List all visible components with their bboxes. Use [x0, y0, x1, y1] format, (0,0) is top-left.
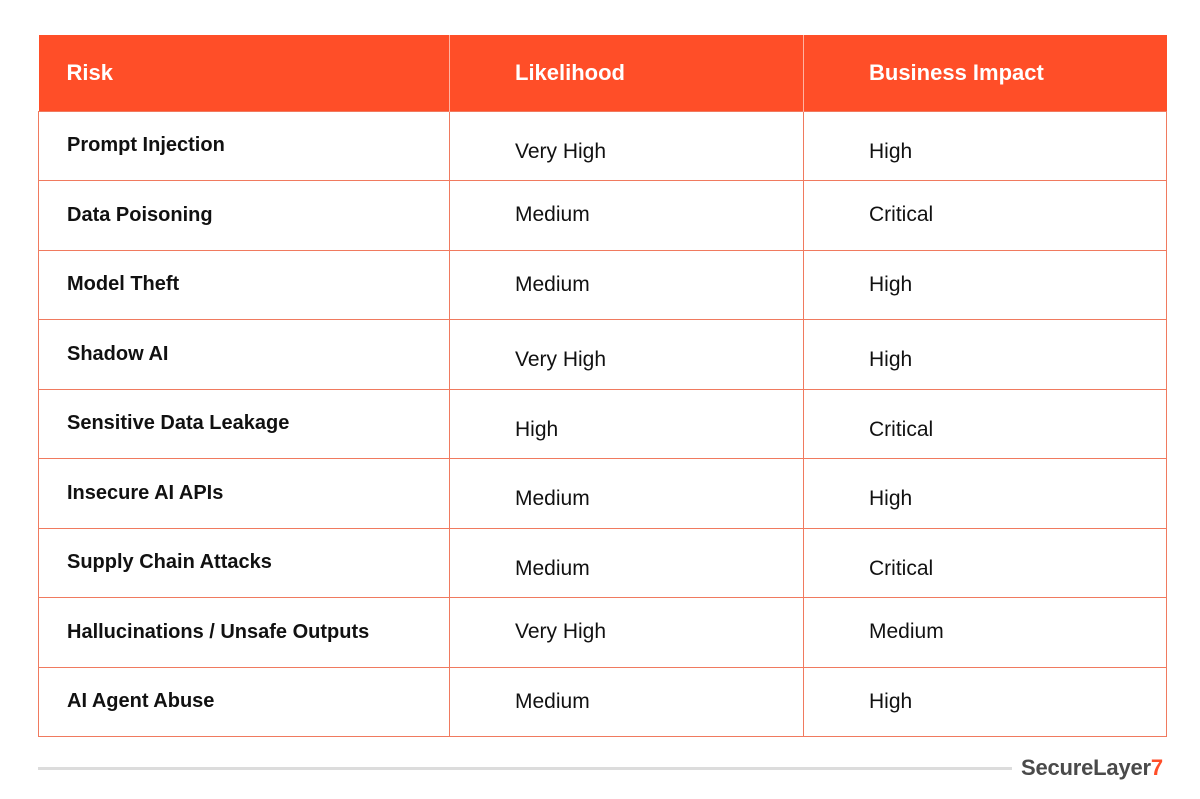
- footer-divider: [38, 767, 1012, 770]
- likelihood-cell: Very High: [450, 598, 804, 668]
- likelihood-cell: Medium: [450, 667, 804, 737]
- table-row: [39, 111, 1167, 181]
- impact-cell: Critical: [804, 181, 1167, 251]
- impact-cell: High: [804, 250, 1167, 320]
- risk-cell: AI Agent Abuse: [39, 667, 450, 737]
- risk-cell: Hallucinations / Unsafe Outputs: [39, 598, 450, 668]
- risk-cell: Shadow AI: [39, 320, 450, 390]
- table-row: [39, 528, 1167, 598]
- risk-cell: Sensitive Data Leakage: [39, 389, 450, 459]
- table-row: [39, 320, 1167, 390]
- likelihood-cell: Medium: [450, 459, 804, 529]
- risk-cell: Prompt Injection: [39, 111, 450, 181]
- likelihood-cell: Very High: [450, 320, 804, 390]
- header-risk: Risk: [66, 59, 113, 85]
- table-row: [39, 459, 1167, 529]
- likelihood-cell: Medium: [450, 250, 804, 320]
- table-row: [39, 667, 1167, 737]
- impact-cell: Critical: [804, 389, 1167, 459]
- header-likelihood: Likelihood: [450, 35, 804, 111]
- impact-cell: High: [804, 667, 1167, 737]
- likelihood-cell: Very High: [450, 111, 804, 181]
- table-row: [39, 389, 1167, 459]
- impact-cell: High: [804, 320, 1167, 390]
- risk-cell: Model Theft: [39, 250, 450, 320]
- likelihood-cell: Medium: [450, 528, 804, 598]
- brand-name: SecureLayer: [1021, 755, 1151, 780]
- brand-suffix: 7: [1150, 755, 1163, 780]
- table-header-row: [39, 35, 1167, 111]
- table-row: [39, 250, 1167, 320]
- likelihood-cell: High: [450, 389, 804, 459]
- risk-cell: Supply Chain Attacks: [39, 528, 450, 598]
- risk-table: [38, 35, 1167, 737]
- risk-cell: Insecure AI APIs: [39, 459, 450, 529]
- impact-cell: Medium: [804, 598, 1167, 668]
- header-business-impact: Business Impact: [804, 35, 1167, 111]
- table-row: [39, 181, 1167, 251]
- impact-cell: Critical: [804, 528, 1167, 598]
- brand-logo: [1021, 755, 1163, 781]
- table-row: [39, 598, 1167, 668]
- impact-cell: High: [804, 459, 1167, 529]
- risk-cell: Data Poisoning: [39, 181, 450, 251]
- impact-cell: High: [804, 111, 1167, 181]
- likelihood-cell: Medium: [450, 181, 804, 251]
